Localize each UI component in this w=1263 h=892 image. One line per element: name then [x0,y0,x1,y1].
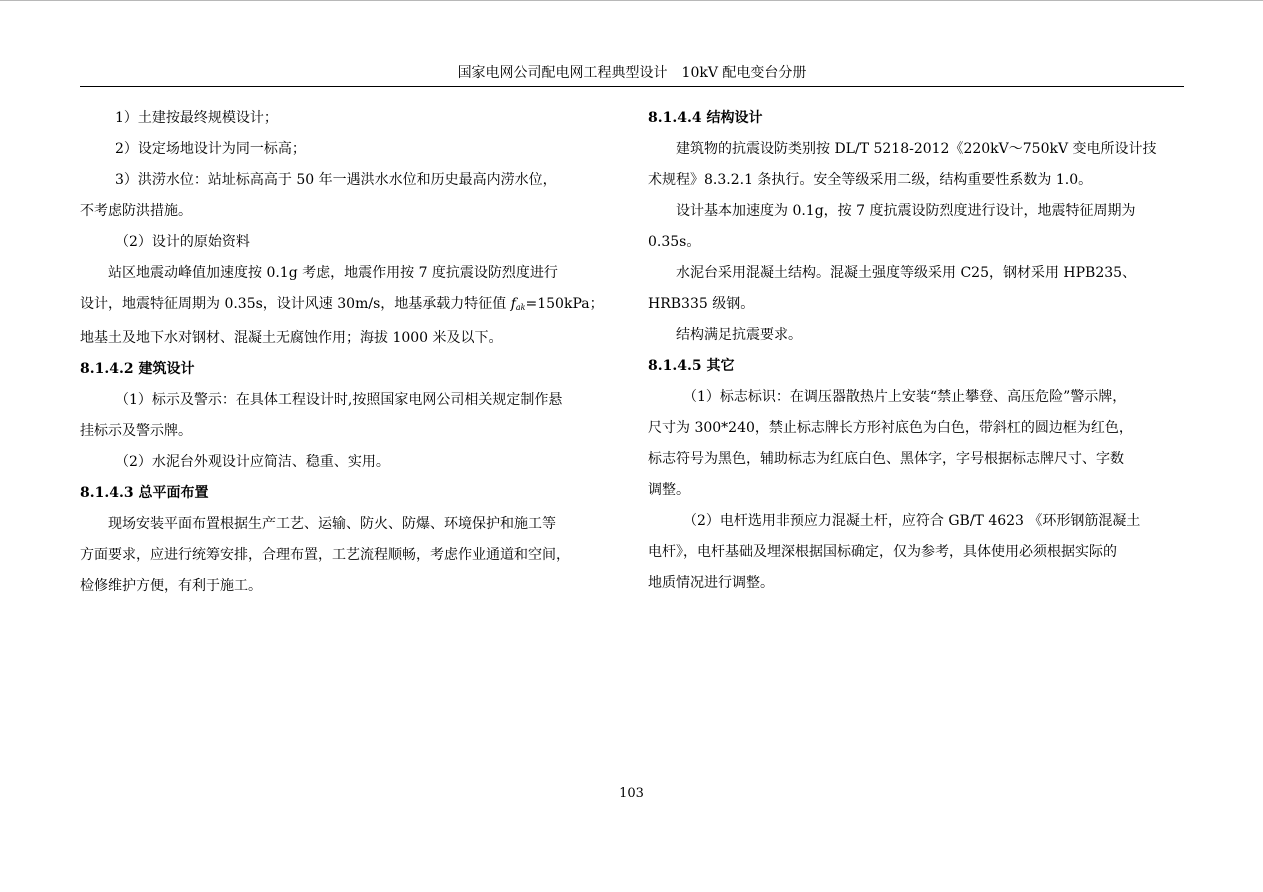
paragraph: 地质情况进行调整。 [648,575,774,591]
paragraph: 站区地震动峰值加速度按 0.1g 考虑，地震作用按 7 度抗震设防烈度进行 [108,265,558,281]
paragraph: 检修维护方便，有利于施工。 [80,578,262,594]
paragraph: 设计基本加速度为 0.1g，按 7 度抗震设防烈度进行设计，地震特征周期为 [676,203,1136,219]
page-header: 国家电网公司配电网工程典型设计 10kV 配电变台分册 [80,60,1184,87]
paragraph: 调整。 [648,482,690,498]
page-number: 103 [619,786,644,801]
paragraph: 标志符号为黑色，辅助标志为红底白色、黑体字，字号根据标志牌尺寸、字数 [648,451,1124,467]
fak-symbol: f [510,296,516,312]
paragraph: 0.35s。 [648,234,701,250]
section-heading: 8.1.4.2 建筑设计 [80,361,195,377]
paragraph: 1）土建按最终规模设计； [115,110,278,126]
paragraph: 术规程》8.3.2.1 条执行。安全等级采用二级，结构重要性系数为 1.0。 [648,172,1093,188]
paragraph: 建筑物的抗震设防类别按 DL/T 5218-2012《220kV～750kV 变电所设计技 [676,141,1157,157]
paragraph: 尺寸为 300*240，禁止标志牌长方形衬底色为白色，带斜杠的圆边框为红色， [648,420,1133,436]
section-heading: 8.1.4.5 其它 [648,358,735,374]
text-run: 设计，地震特征周期为 0.35s，设计风速 30m/s，地基承载力特征值 [80,296,511,312]
paragraph: （1）标示及警示：在具体工程设计时,按照国家电网公司相关规定制作悬 [115,392,563,408]
paragraph: 地基土及地下水对钢材、混凝土无腐蚀作用；海拔 1000 米及以下。 [80,330,503,346]
section-heading: 8.1.4.4 结构设计 [648,110,763,126]
paragraph: 结构满足抗震要求。 [676,327,802,343]
text-run: =150kPa； [525,296,604,312]
paragraph: （2）设计的原始资料 [115,234,250,250]
paragraph: （2）电杆选用非预应力混凝土杆，应符合 GB/T 4623 《环形钢筋混凝土 [683,513,1141,529]
paragraph: 3）洪涝水位：站址标高高于 50 年一遇洪水水位和历史最高内涝水位， [115,172,557,188]
paragraph: 2）设定场地设计为同一标高； [115,141,306,157]
paragraph: 现场安装平面布置根据生产工艺、运输、防火、防爆、环境保护和施工等 [108,516,556,532]
left-column [80,103,616,602]
paragraph: 不考虑防洪措施。 [80,203,192,219]
paragraph: 挂标示及警示牌。 [80,423,192,439]
paragraph: （2）水泥台外观设计应简洁、稳重、实用。 [115,454,390,470]
paragraph: （1）标志标识：在调压器散热片上安装“禁止攀登、高压危险”警示牌， [683,389,1127,405]
paragraph: 水泥台采用混凝土结构。混凝土强度等级采用 C25，钢材采用 HPB235、 [676,265,1137,281]
right-column [648,103,1184,599]
fak-subscript: ak [515,303,526,312]
paragraph [80,289,616,323]
top-border [0,0,1263,1]
section-heading: 8.1.4.3 总平面布置 [80,485,209,501]
paragraph: 方面要求，应进行统筹安排，合理布置，工艺流程顺畅，考虑作业通道和空间， [80,547,570,563]
paragraph: 电杆》，电杆基础及埋深根据国标确定，仅为参考，具体使用必须根据实际的 [648,544,1117,560]
paragraph: HRB335 级钢。 [648,296,755,312]
